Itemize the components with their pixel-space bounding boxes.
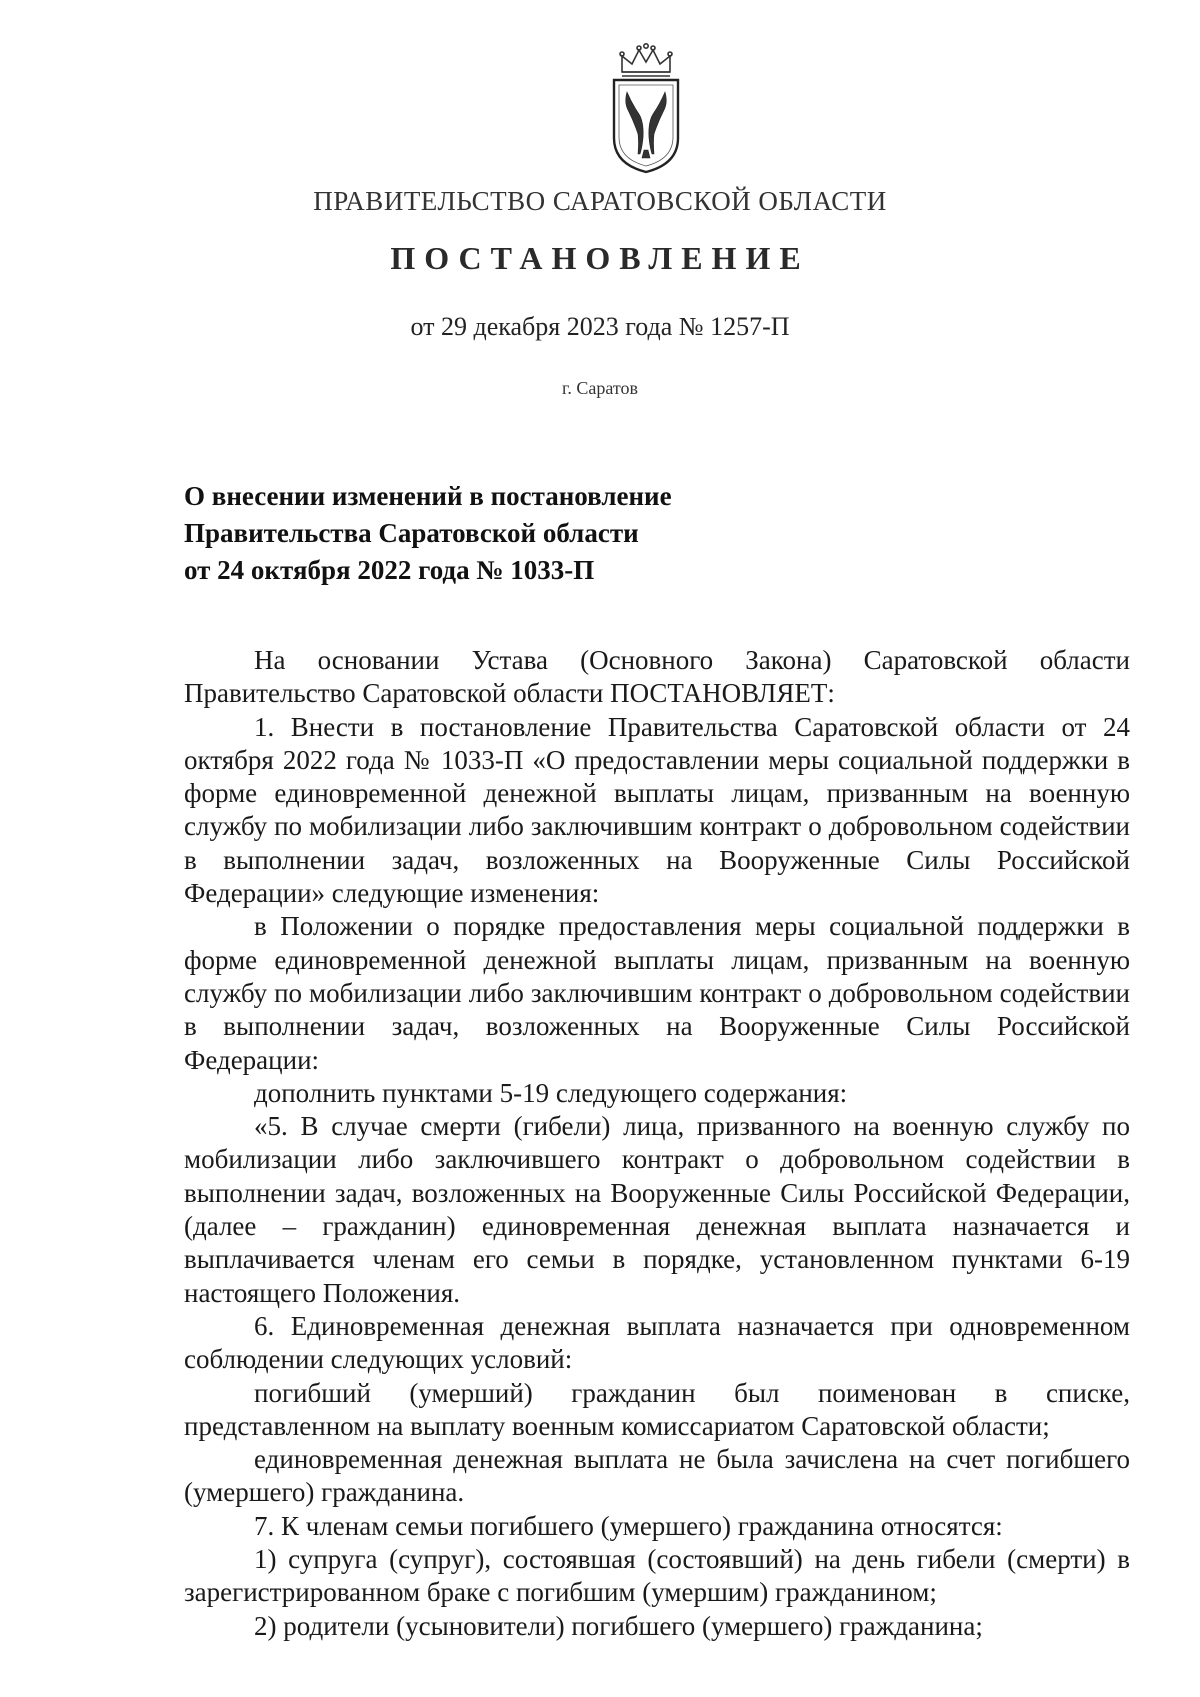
body-paragraph: «5. В случае смерти (гибели) лица, призванного на военную службу по мобилизации либо заключившего контракт о добровольном содействии в выполнении задач, возложенных на Вооруженные Силы Российской Федерации, (далее – гражданин) единовременная денежная выплата назначается и выплачивается членам его семьи в порядке, установленном пунктами 6-19 настоящего Положения.: [184, 1111, 1130, 1308]
body-paragraph: в Положении о порядке предоставления меры социальной поддержки в форме единовременной денежной выплаты лицам, призванным на военную службу по мобилизации либо заключившим контракт о добровольном содействии в выполнении задач, возложенных на Вооруженные Силы Российской Федерации:: [184, 911, 1130, 1075]
subject-line: О внесении изменений в постановление: [184, 481, 672, 511]
document-city: г. Саратов: [562, 378, 638, 398]
body-paragraph: дополнить пунктами 5-19 следующего содержания:: [254, 1077, 848, 1108]
organization-name: ПРАВИТЕЛЬСТВО САРАТОВСКОЙ ОБЛАСТИ: [313, 186, 887, 216]
body-paragraph: единовременная денежная выплата не была зачислена на счет погибшего (умершего) гражданина.: [184, 1444, 1130, 1508]
document-type-title: ПОСТАНОВЛЕНИЕ: [390, 240, 810, 276]
body-paragraph: 1. Внести в постановление Правительства Саратовской области от 24 октября 2022 года № 1033-П «О предоставлении меры социальной поддержки в форме единовременной денежной выплаты лицам, призванным на военную службу по мобилизации либо заключившим контракт о добровольном содействии в выполнении задач, возложенных на Вооруженные Силы Российской Федерации» следующие изменения:: [184, 711, 1130, 909]
body-paragraph: На основании Устава (Основного Закона) Саратовской области Правительство Саратовской области ПОСТАНОВЛЯЕТ:: [184, 645, 1130, 709]
body-paragraph: 6. Единовременная денежная выплата назначается при одновременном соблюдении следующих условий:: [184, 1310, 1130, 1375]
body-paragraph: 2) родители (усыновители) погибшего (умершего) гражданина;: [254, 1610, 983, 1641]
body-paragraph: 7. К членам семьи погибшего (умершего) гражданина относятся:: [254, 1510, 1003, 1541]
document-date-number: от 29 декабря 2023 года № 1257-П: [410, 312, 790, 341]
subject-line: Правительства Саратовской области: [184, 518, 639, 548]
document-body: [184, 644, 1130, 1643]
document-subject: [184, 478, 784, 589]
body-paragraph: погибший (умерший) гражданин был поименован в списке, представленном на выплату военным комиссариатом Саратовской области;: [184, 1377, 1130, 1441]
saratov-coat-of-arms-icon: [608, 42, 684, 174]
subject-line: от 24 октября 2022 года № 1033-П: [184, 555, 595, 585]
body-paragraph: 1) супруга (супруг), состоявшая (состоявший) на день гибели (смерти) в зарегистрированном браке с погибшим (умершим) гражданином;: [184, 1544, 1130, 1608]
